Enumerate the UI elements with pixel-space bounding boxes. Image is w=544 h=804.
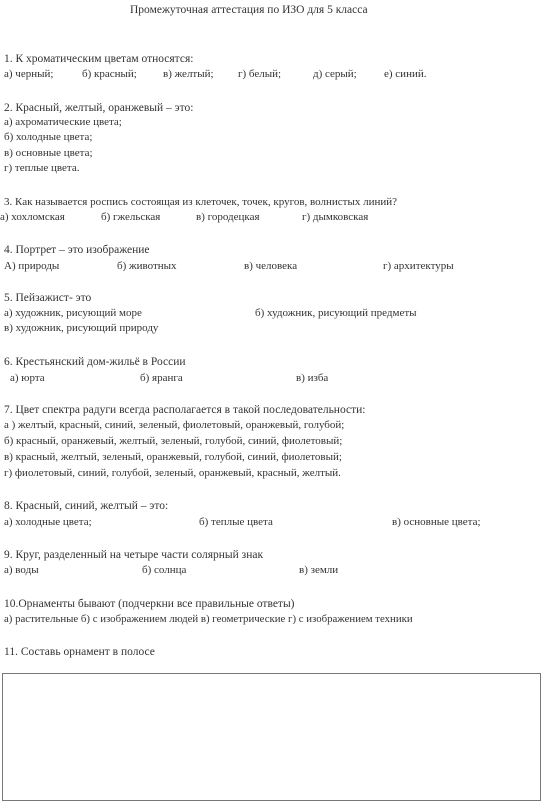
q5-option-c: в) художник, рисующий природу (4, 322, 159, 334)
q2-option-d: г) теплые цвета. (4, 162, 80, 174)
question-6-options (0, 371, 544, 385)
q9-option-b: б) солнца (142, 564, 187, 576)
q3-option-d: г) дымковская (302, 211, 369, 223)
q1-option-a: а) черный; (4, 68, 54, 80)
q6-option-a: а) юрта (10, 372, 45, 384)
q2-option-c: в) основные цвета; (4, 147, 93, 159)
q3-option-c: в) городецкая (196, 211, 260, 223)
question-5: 5. Пейзажист- это (4, 292, 92, 304)
q8-option-b: б) теплые цвета (199, 516, 273, 528)
q6-option-c: в) изба (296, 372, 329, 384)
question-6: 6. Крестьянский дом-жильё в России (4, 356, 186, 368)
q1-option-b: б) красный; (82, 68, 137, 80)
question-1-options (0, 67, 544, 81)
q3-option-b: б) гжельская (101, 211, 161, 223)
question-7: 7. Цвет спектра радуги всегда располагается в такой последовательности: (4, 404, 366, 416)
q7-option-b: б) красный, оранжевый, желтый, зеленый, голубой, синий, фиолетовый; (4, 435, 343, 447)
question-9: 9. Круг, разделенный на четыре части солярный знак (4, 549, 264, 561)
q4-option-d: г) архитектуры (383, 260, 454, 272)
question-9-options (0, 563, 544, 577)
q5-option-a: а) художник, рисующий море (4, 307, 142, 319)
question-4-options (0, 259, 544, 273)
question-10-options: а) растительные б) с изображением людей в) геометрические г) с изображением техники (4, 613, 413, 625)
q1-option-e: д) серый; (313, 68, 357, 80)
q7-option-d: г) фиолетовый, синий, голубой, зеленый, оранжевый, красный, желтый. (4, 467, 341, 479)
question-4: 4. Портрет – это изображение (4, 244, 150, 256)
question-10: 10.Орнаменты бывают (подчеркни все правильные ответы) (4, 598, 295, 610)
question-3: 3. Как называется роспись состоящая из клеточек, точек, кругов, волнистых линий? (4, 196, 397, 208)
q4-option-b: б) животных (117, 260, 177, 272)
q2-option-b: б) холодные цвета; (4, 131, 93, 143)
q1-option-f: е) синий. (384, 68, 427, 80)
q7-option-c: в) красный, желтый, зеленый, оранжевый, голубой, синий, фиолетовый; (4, 451, 342, 463)
q1-option-d: г) белый; (238, 68, 282, 80)
q9-option-a: а) воды (4, 564, 39, 576)
question-2: 2. Красный, желтый, оранжевый – это: (4, 102, 194, 114)
question-11: 11. Составь орнамент в полосе (4, 646, 155, 658)
q1-option-c: в) желтый; (163, 68, 214, 80)
q7-option-a: а ) желтый, красный, синий, зеленый, фиолетовый, оранжевый, голубой; (4, 419, 345, 431)
q8-option-c: в) основные цвета; (392, 516, 481, 528)
page-title: Промежуточная аттестация по ИЗО для 5 класса (130, 4, 368, 16)
question-8-options (0, 515, 544, 529)
ornament-drawing-box[interactable] (2, 673, 541, 801)
question-1: 1. К хроматическим цветам относятся: (4, 53, 194, 65)
q4-option-c: в) человека (244, 260, 298, 272)
q4-option-a: А) природы (4, 260, 60, 272)
q6-option-b: б) яранга (140, 372, 183, 384)
q9-option-c: в) земли (299, 564, 339, 576)
q2-option-a: а) ахроматические цвета; (4, 116, 122, 128)
question-3-options (0, 210, 544, 224)
q5-option-b: б) художник, рисующий предметы (255, 307, 417, 319)
question-8: 8. Красный, синий, желтый – это: (4, 500, 169, 512)
question-5-options-row (0, 306, 544, 320)
q3-option-a: а) хохломская (0, 211, 65, 223)
q8-option-a: а) холодные цвета; (4, 516, 92, 528)
